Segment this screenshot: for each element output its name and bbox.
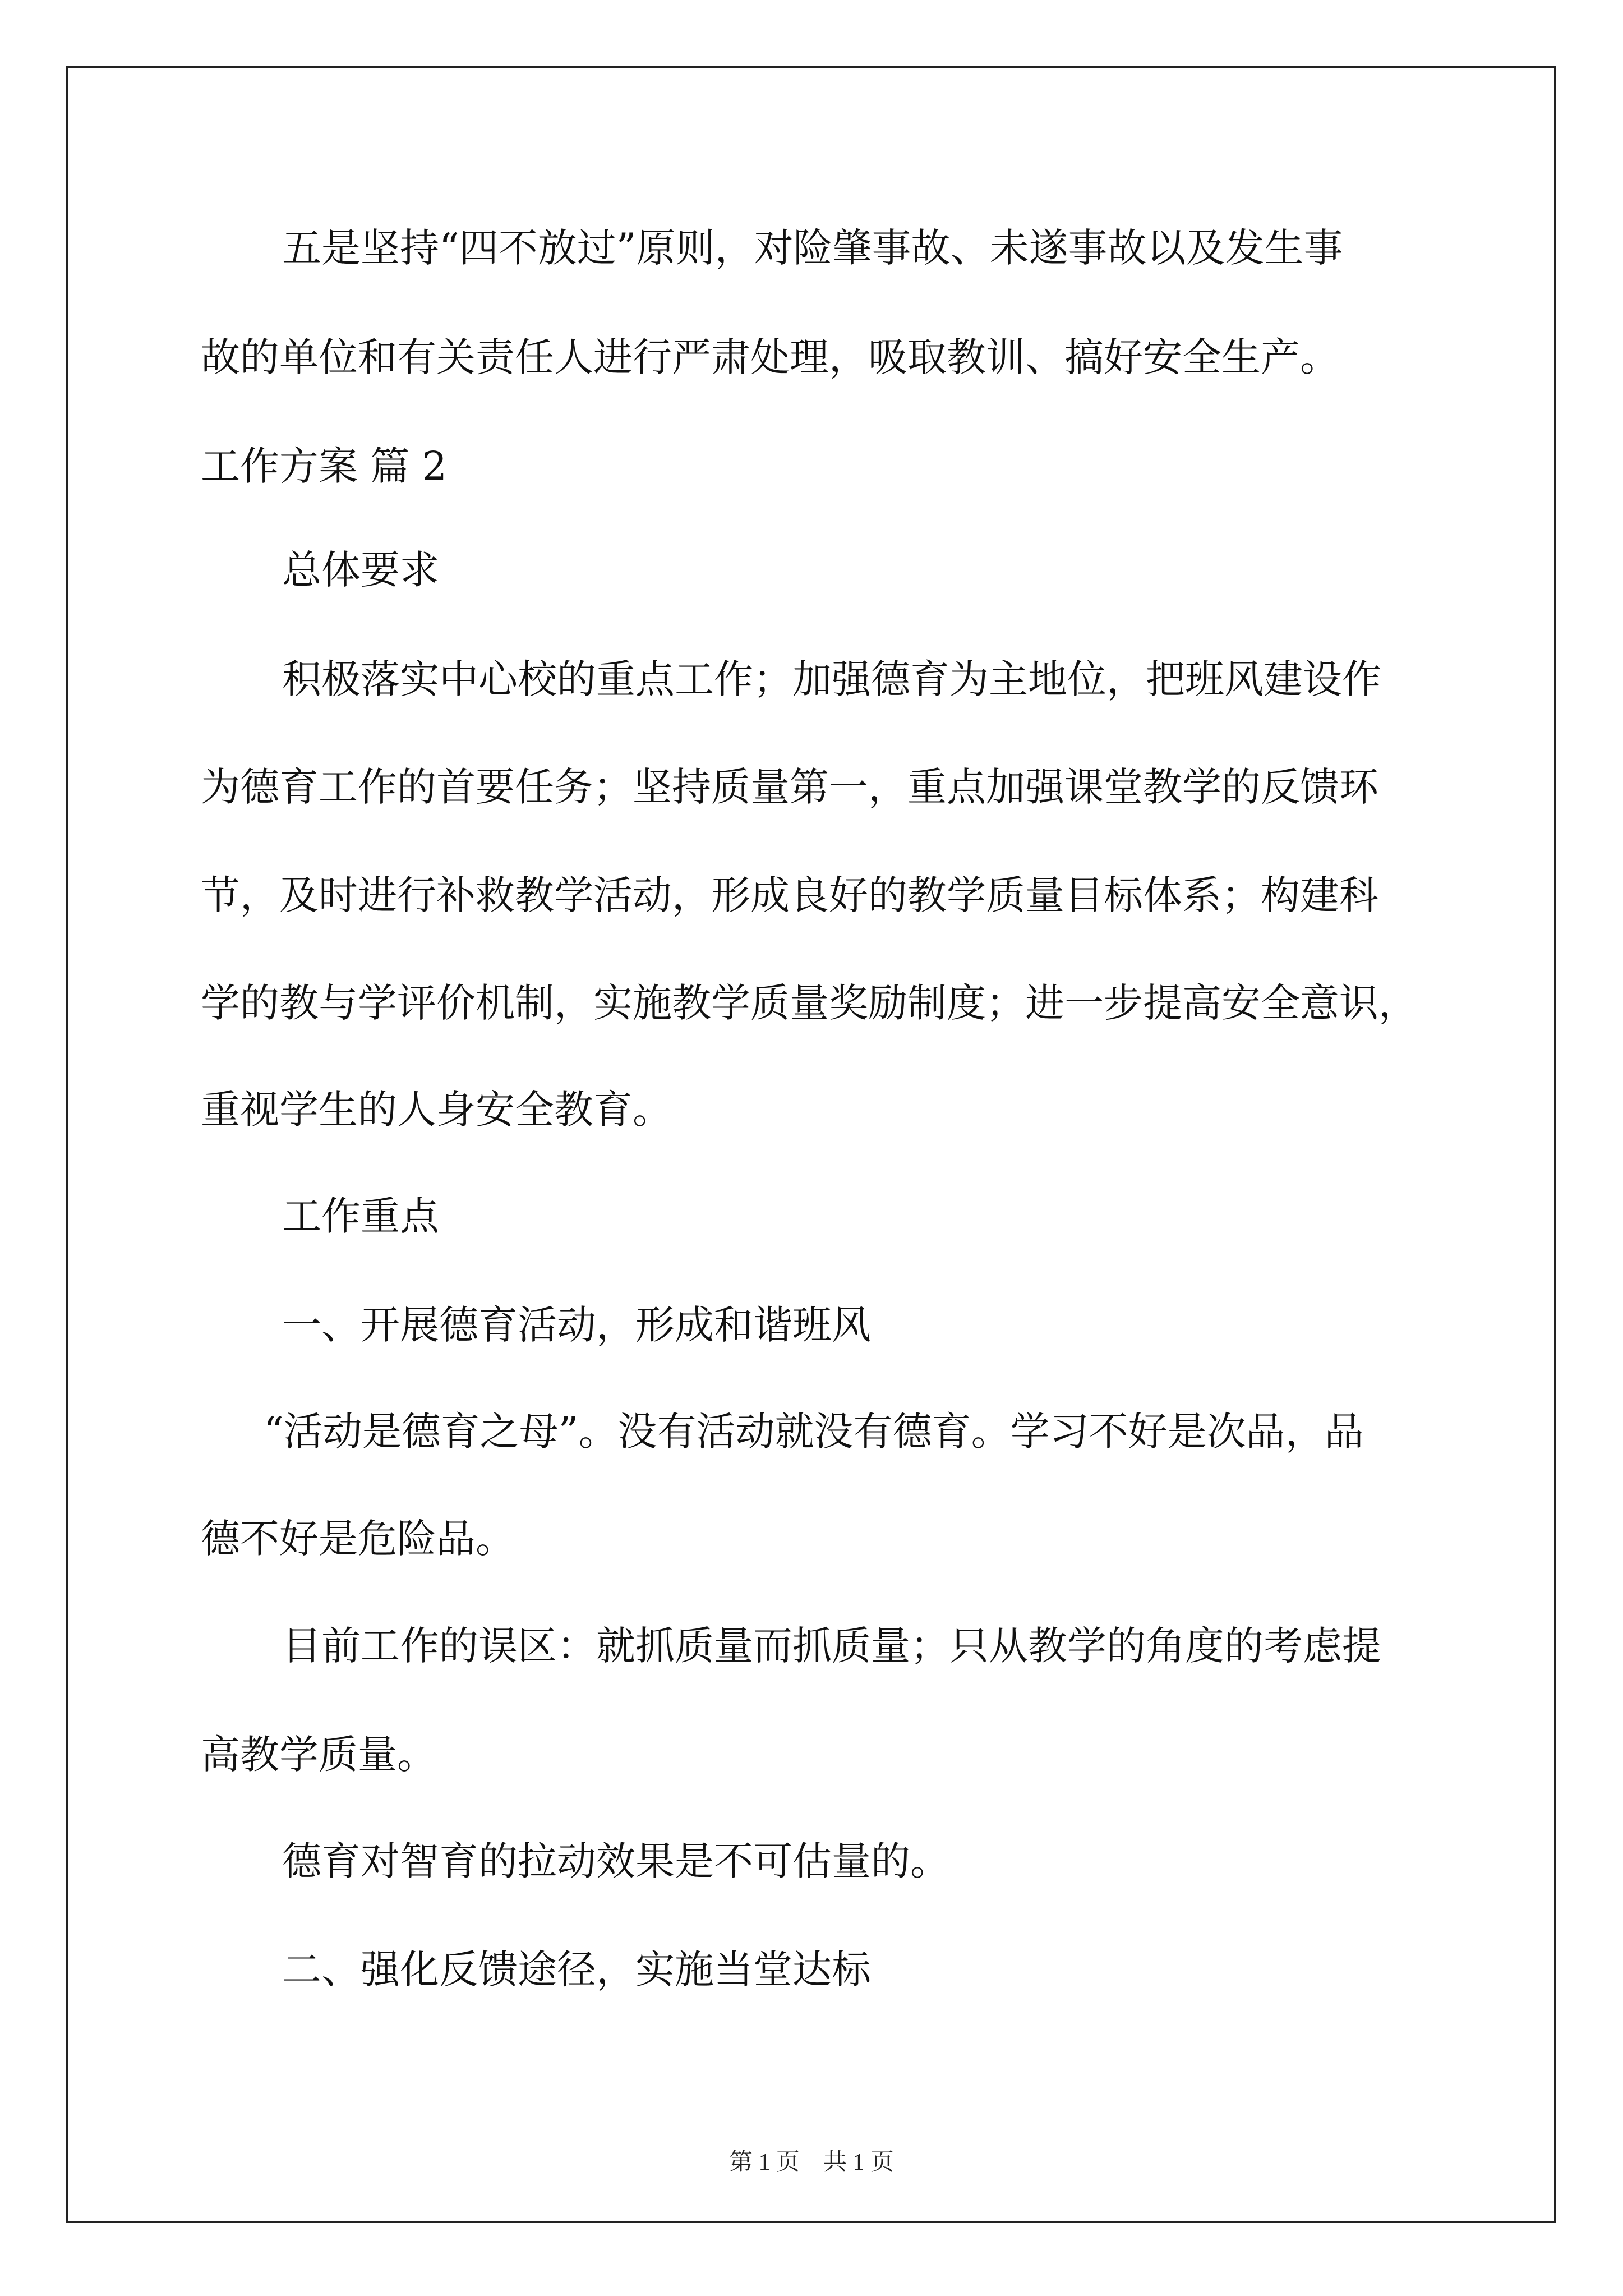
paragraph-line: 故的单位和有关责任人进行严肃处理，吸取教训、搞好安全生产。 (201, 334, 1339, 380)
paragraph-line: 德育对智育的拉动效果是不可估量的。 (282, 1838, 949, 1884)
paragraph-line: 为德育工作的首要任务；坚持质量第一，重点加强课堂教学的反馈环 (201, 764, 1378, 810)
subheading: 一、开展德育活动，形成和谐班风 (282, 1302, 871, 1348)
paragraph-line: 学的教与学评价机制，实施教学质量奖励制度；进一步提高安全意识， (201, 980, 1418, 1026)
section-heading: 工作方案 篇 2 (201, 443, 448, 489)
page-border (66, 66, 1556, 2223)
paragraph-line: “活动是德育之母”。没有活动就没有德育。学习不好是次品，品 (264, 1409, 1364, 1455)
paragraph-line: 德不好是危险品。 (201, 1516, 515, 1562)
paragraph-line: 节，及时进行补救教学活动，形成良好的教学质量目标体系；构建科 (201, 872, 1378, 918)
paragraph-line: 重视学生的人身安全教育。 (201, 1087, 672, 1133)
paragraph-line: 五是坚持“四不放过”原则，对险肇事故、未遂事故以及发生事 (282, 225, 1343, 271)
subheading: 工作重点 (282, 1193, 439, 1239)
subheading: 二、强化反馈途径，实施当堂达标 (282, 1947, 871, 1993)
paragraph-line: 目前工作的误区：就抓质量而抓质量；只从教学的角度的考虑提 (282, 1623, 1381, 1669)
paragraph-line: 高教学质量。 (201, 1732, 436, 1778)
paragraph-line: 积极落实中心校的重点工作；加强德育为主地位，把班风建设作 (282, 656, 1381, 702)
subheading: 总体要求 (282, 547, 439, 593)
page-number: 第 1 页 共 1 页 (728, 2150, 894, 2175)
